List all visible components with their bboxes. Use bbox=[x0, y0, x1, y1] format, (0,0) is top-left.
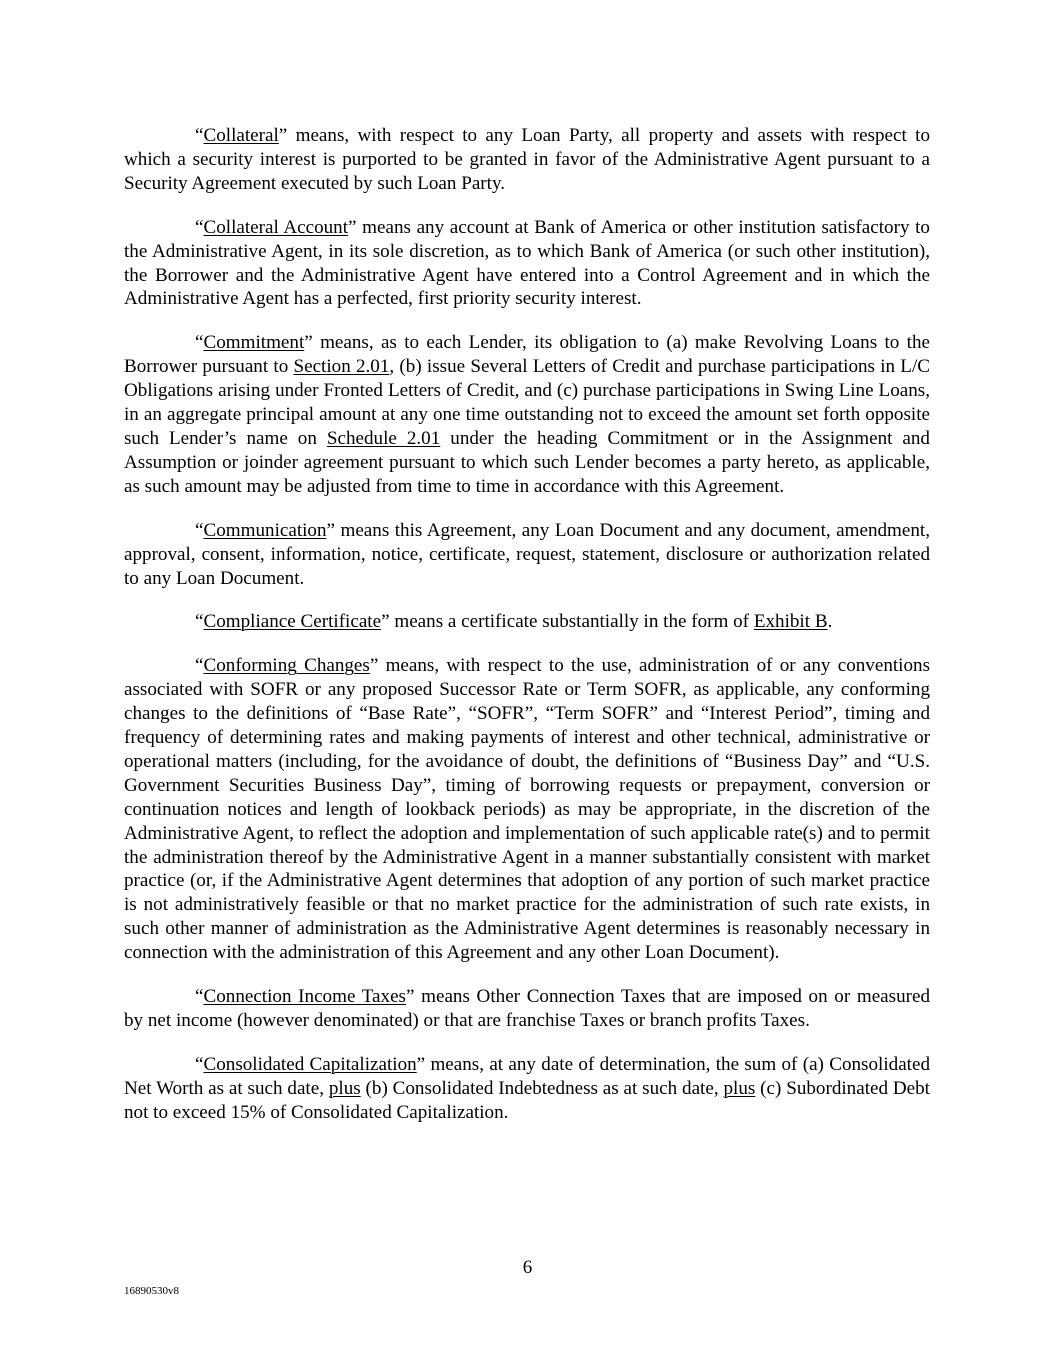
definition-text: (b) Consolidated Indebtedness as at such date, bbox=[360, 1077, 724, 1099]
definition-text: ” means, as to each Lender, its obligation to (a) make Revolving Loans to the Borrower pursuant to bbox=[124, 332, 930, 378]
defined-term: Consolidated Capitalization bbox=[203, 1053, 417, 1075]
page-number: 6 bbox=[522, 1257, 533, 1278]
defined-term: Commitment bbox=[203, 332, 305, 354]
schedule-reference: Schedule 2.01 bbox=[326, 427, 441, 449]
definition-consolidated-capitalization: “Consolidated Capitalization” means, at any date of determination, the sum of (a) Consolidated Net Worth as at such date, plus (b) Consolidated Indebtedness as at such date, plus (c) Subordinated Debt not to exceed 15% of Consolidated Capitalization. bbox=[124, 1053, 930, 1123]
definition-text: ” means, with respect to the use, administration of or any conventions associated with SOFR or any proposed Successor Rate or Term SOFR, as applicable, any conforming changes to the definitions of “Base Rate”, “SOFR”, “Term SOFR” and “Interest Period”, timing and frequency of determining rates and making payments of interest and other technical, administrative or operational matters (including, for the avoidance of doubt, the definitions of “Business Day” and “U.S. Government Securities Business Day”, timing of borrowing requests or prepayment, conversion or continuation notices and length of lookback periods) as may be appropriate, in the discretion of the Administrative Agent, to reflect the adoption and implementation of such applicable rate(s) and to permit the administration thereof by the Administrative Agent in a manner substantially consistent with market practice (or, if the Administrative Agent determines that adoption of any portion of such market practice is not administratively feasible or that no market practice for the administration of such rate exists, in such other manner of administration as the Administrative Agent determines is reasonably necessary in connection with the administration of this Agreement and any other Loan Document). bbox=[124, 655, 931, 964]
definition-conforming-changes: “Conforming Changes” means, with respect to the use, administration of or any conventions associated with SOFR or any proposed Successor Rate or Term SOFR, as applicable, any conforming changes to the definitions of “Base Rate”, “SOFR”, “Term SOFR” and “Interest Period”, timing and frequency of determining rates and making payments of interest and other technical, administrative or operational matters (including, for the avoidance of doubt, the definitions of “Business Day” and “U.S. Government Securities Business Day”, timing of borrowing requests or prepayment, conversion or continuation notices and length of lookback periods) as may be appropriate, in the discretion of the Administrative Agent, to reflect the adoption and implementation of such applicable rate(s) and to permit the administration thereof by the Administrative Agent in a manner substantially consistent with market practice (or, if the Administrative Agent determines that adoption of any portion of such market practice is not administratively feasible or that no market practice for the administration of such rate exists, in such other manner of administration as the Administrative Agent determines is reasonably necessary in connection with the administration of this Agreement and any other Loan Document). bbox=[124, 655, 931, 964]
defined-term: Compliance Certificate bbox=[203, 611, 382, 633]
defined-term: Collateral bbox=[203, 125, 279, 146]
definition-collateral-account: “Collateral Account” means any account at Bank of America or other institution satisfactory to the Administrative Agent, in its sole discretion, as to which Bank of America (or such other institution), the Borrower and the Administrative Agent have entered into a Control Agreement and in which the Administrative Agent has a perfected, first priority security interest. bbox=[124, 216, 930, 310]
definition-text: , (b) issue Several Letters of Credit and purchase participations in L/C Obligations arising under Fronted Letters of Credit, and (c) purchase participations in Swing Line Loans, in an aggregate principal amount at any one time outstanding not to exceed the amount set forth opposite such Lender’s name on bbox=[124, 356, 930, 449]
defined-term: Collateral Account bbox=[203, 216, 349, 238]
definition-text: under the heading Commitment or in the Assignment and Assumption or joinder agreement pursuant to which such Lender becomes a party hereto, as applicable, as such amount may be adjusted from time to time in accordance with this Agreement. bbox=[124, 427, 930, 497]
definition-text: ” means this Agreement, any Loan Document and any document, amendment, approval, consent, information, notice, certificate, request, statement, disclosure or authorization related to any Loan Document. bbox=[124, 519, 930, 589]
document-id: 16890530v8 bbox=[124, 1285, 179, 1297]
definition-text: ” means, at any date of determination, the sum of (a) Consolidated Net Worth as at such date, bbox=[124, 1053, 930, 1099]
definition-commitment: “Commitment” means, as to each Lender, its obligation to (a) make Revolving Loans to the Borrower pursuant to Section 2.01, (b) issue Several Letters of Credit and purchase participations in L/C Obligations arising under Fronted Letters of Credit, and (c) purchase participations in Swing Line Loans, in an aggregate principal amount at any one time outstanding not to exceed the amount set forth opposite such Lender’s name on Schedule 2.01 under the heading Commitment or in the Assignment and Assumption or joinder agreement pursuant to which such Lender becomes a party hereto, as applicable, as such amount may be adjusted from time to time in accordance with this Agreement. bbox=[124, 332, 930, 497]
plus-term: plus bbox=[723, 1077, 756, 1099]
definition-communication: “Communication” means this Agreement, any Loan Document and any document, amendment, approval, consent, information, notice, certificate, request, statement, disclosure or authorization related to any Loan Document. bbox=[124, 519, 930, 589]
definition-text: ” means, with respect to any Loan Party, all property and assets with respect to which a security interest is purported to be granted in favor of the Administrative Agent pursuant to a Security Agreement executed by such Loan Party. bbox=[124, 125, 930, 194]
definition-compliance-certificate: “Compliance Certificate” means a certificate substantially in the form of Exhibit B. bbox=[195, 611, 833, 633]
document-page bbox=[124, 124, 930, 1145]
definition-text: (c) Subordinated Debt not to exceed 15% of Consolidated Capitalization. bbox=[124, 1077, 930, 1123]
definition-collateral: “Collateral” means, with respect to any Loan Party, all property and assets with respect to which a security interest is purported to be granted in favor of the Administrative Agent pursuant to a Security Agreement executed by such Loan Party. bbox=[124, 125, 930, 194]
defined-term: Connection Income Taxes bbox=[203, 986, 406, 1008]
defined-term: Conforming Changes bbox=[203, 655, 370, 677]
defined-term: Communication bbox=[203, 519, 327, 541]
definition-connection-income-taxes: “Connection Income Taxes” means Other Connection Taxes that are imposed on or measured by net income (however denominated) or that are franchise Taxes or branch profits Taxes. bbox=[124, 986, 931, 1031]
plus-term: plus bbox=[328, 1077, 361, 1099]
section-reference: Section 2.01 bbox=[293, 356, 390, 378]
definition-text: ” means any account at Bank of America or other institution satisfactory to the Administrative Agent, in its sole discretion, as to which Bank of America (or such other institution), the Borrower and the Administrative Agent have entered into a Control Agreement and in which the Administrative Agent has a perfected, first priority security interest. bbox=[124, 216, 930, 310]
definition-text: ” means Other Connection Taxes that are imposed on or measured by net income (however denominated) or that are franchise Taxes or branch profits Taxes. bbox=[124, 986, 931, 1031]
exhibit-reference: Exhibit B bbox=[753, 611, 828, 633]
definition-text: ” means a certificate substantially in the form of bbox=[381, 611, 754, 633]
definition-text: . bbox=[827, 611, 833, 633]
